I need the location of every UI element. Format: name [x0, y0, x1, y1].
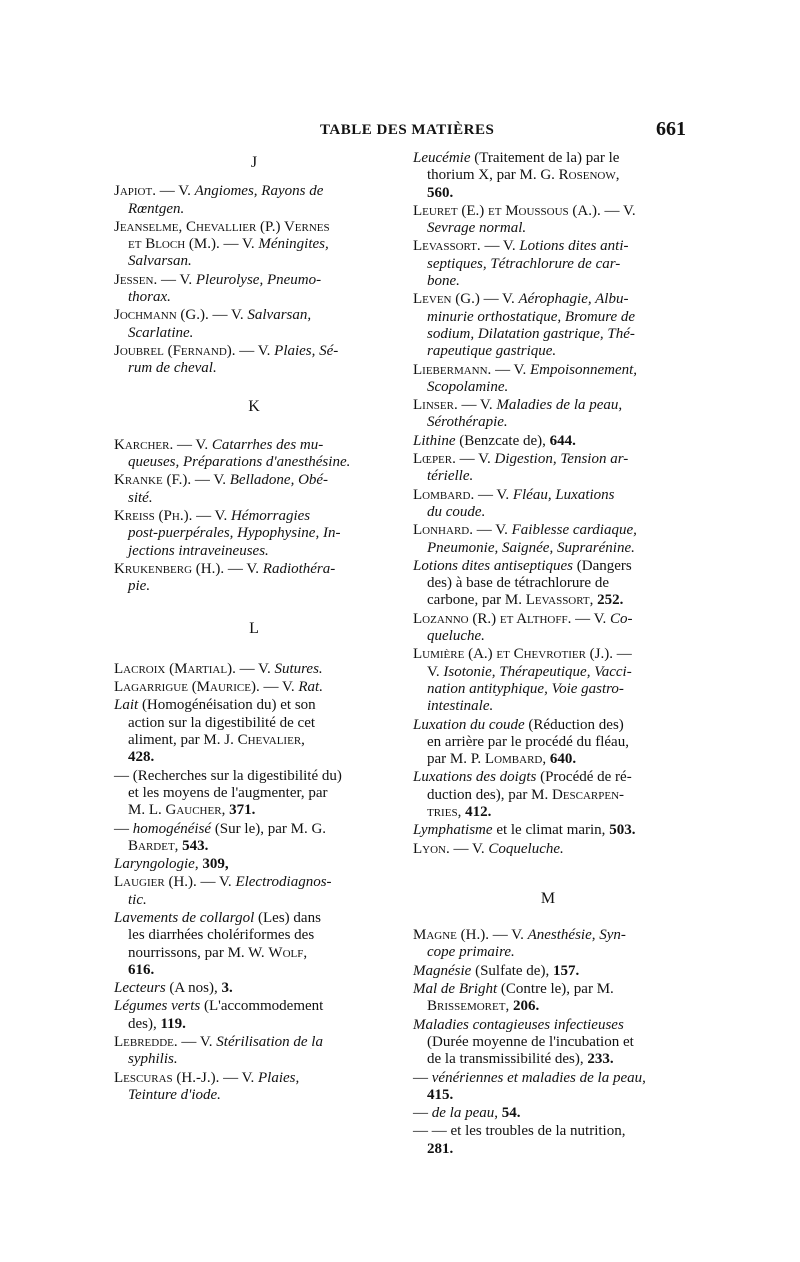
- section-letter-m: M: [540, 889, 556, 907]
- index-entry: Lecteurs (A nos), 3.: [114, 980, 233, 997]
- index-entry: Jeanselme, Chevallier (P.) Vernes et Bloch (M.). — V. Méningites, Salvarsan.: [114, 218, 330, 270]
- index-entry: Laryngologie, 309,: [114, 856, 229, 873]
- index-entry: Leven (G.) — V. Aérophagie, Albu- minurie orthostatique, Bromure de sodium, Dilatation gastrique, Thé- rapeutique gastrique.: [413, 291, 636, 360]
- section-letter-l: L: [249, 619, 259, 637]
- index-entry: Karcher. — V. Catarrhes des mu- queuses, Préparations d'anesthésine.: [114, 436, 351, 471]
- index-entry: Lescuras (H.-J.). — V. Plaies, Teinture d'iode.: [114, 1069, 300, 1103]
- index-entry: Lacroix (Martial). — V. Sutures.: [114, 660, 323, 677]
- index-entry: Kranke (F.). — V. Belladone, Obé- sité.: [114, 472, 329, 506]
- index-entry: Lumière (A.) et Chevrotier (J.). — V. Isotonie, Thérapeutique, Vacci- nation antityphique, Voie gastro- intestinale.: [413, 646, 632, 715]
- index-entry: Lyon. — V. Coqueluche.: [413, 840, 564, 857]
- page-number: 661: [656, 118, 686, 140]
- index-entry: Légumes verts (L'accommodement des), 119.: [114, 998, 324, 1032]
- index-entry: Maladies contagieuses infectieuses (Durée moyenne de l'incubation et de la transmissibilité des), 233.: [413, 1016, 634, 1068]
- index-entry: Kreiss (Ph.). — V. Hémorragies post-puerpérales, Hypophysine, In- jections intraveineuses.: [114, 508, 341, 559]
- index-entry: Magnésie (Sulfate de), 157.: [413, 962, 580, 979]
- index-entry: Magne (H.). — V. Anesthésie, Syn- cope primaire.: [413, 927, 626, 961]
- index-entry: Krukenberg (H.). — V. Radiothéra- pie.: [114, 560, 336, 595]
- index-entry: — homogénéisé (Sur le), par M. G. Bardet, 543.: [114, 820, 327, 854]
- index-entry: Leucémie (Traitement de la) par le thorium X, par M. G. Rosenow, 560.: [413, 150, 620, 201]
- index-entry: Liebermann. — V. Empoisonnement, Scopolamine.: [413, 361, 638, 395]
- index-entry: — (Recherches sur la digestibilité du) et les moyens de l'augmenter, par M. L. Gaucher, 371.: [114, 767, 342, 819]
- index-entry: Lozanno (R.) et Althoff. — V. Co- queluche.: [413, 610, 633, 645]
- left-column: [114, 150, 394, 1105]
- index-entry: Lagarrigue (Maurice). — V. Rat.: [114, 679, 323, 696]
- index-entry: Leuret (E.) et Moussous (A.). — V. Sevrage normal.: [413, 202, 636, 237]
- index-entry: Levassort. — V. Lotions dites anti- septiques, Tétrachlorure de car- bone.: [413, 238, 629, 290]
- index-entry: — — et les troubles de la nutrition, 281.: [413, 1123, 626, 1157]
- index-entry: Lavements de collargol (Les) dans les diarrhées cholériformes des nourrissons, par M. W. Wolf, 616.: [114, 909, 321, 978]
- section-letter-j: J: [250, 154, 258, 171]
- index-entry: Lonhard. — V. Faiblesse cardiaque, Pneumonie, Saignée, Suprarénine.: [413, 522, 637, 556]
- index-entry: Mal de Bright (Contre le), par M. Brissemoret, 206.: [413, 981, 614, 1015]
- index-entry: Jochmann (G.). — V. Salvarsan, Scarlatine.: [114, 307, 312, 341]
- index-entry: Luxations des doigts (Procédé de ré- duction des), par M. Descarpen- tries, 412.: [413, 769, 632, 820]
- running-title: TABLE DES MATIÈRES: [320, 122, 495, 138]
- index-entry: — vénériennes et maladies de la peau, 415.: [413, 1069, 646, 1103]
- section-letter-k: K: [248, 397, 260, 415]
- index-entry: Lœper. — V. Digestion, Tension ar- térielle.: [413, 451, 629, 485]
- index-entry: — de la peau, 54.: [413, 1105, 521, 1122]
- right-column: [413, 150, 683, 1159]
- index-entry: Lotions dites antiseptiques (Dangers des) à base de tétrachlorure de carbone, par M. Levassort, 252.: [413, 557, 632, 609]
- index-entry: Joubrel (Fernand). — V. Plaies, Sé- rum de cheval.: [114, 342, 339, 377]
- index-entry: Lombard. — V. Fléau, Luxations du coude.: [413, 486, 615, 520]
- index-entry: Lebredde. — V. Stérilisation de la syphilis.: [114, 1034, 323, 1068]
- index-entry: Laugier (H.). — V. Electrodiagnos- tic.: [114, 874, 332, 908]
- page-header: [300, 118, 686, 148]
- index-entry: Linser. — V. Maladies de la peau, Sérothérapie.: [413, 397, 623, 431]
- index-entry: Jessen. — V. Pleurolyse, Pneumo- thorax.: [114, 271, 322, 306]
- index-entry: Lait (Homogénéisation du) et son action sur la digestibilité de cet aliment, par M. J. Chevalier, 428.: [114, 697, 316, 766]
- index-entry: Japiot. — V. Angiomes, Rayons de Rœntgen.: [114, 183, 324, 217]
- index-entry: Luxation du coude (Réduction des) en arrière par le procédé du fléau, par M. P. Lombard, 640.: [413, 716, 629, 768]
- index-entry: Lymphatisme et le climat marin, 503.: [413, 822, 636, 839]
- index-entry: Lithine (Benzcate de), 644.: [413, 432, 576, 449]
